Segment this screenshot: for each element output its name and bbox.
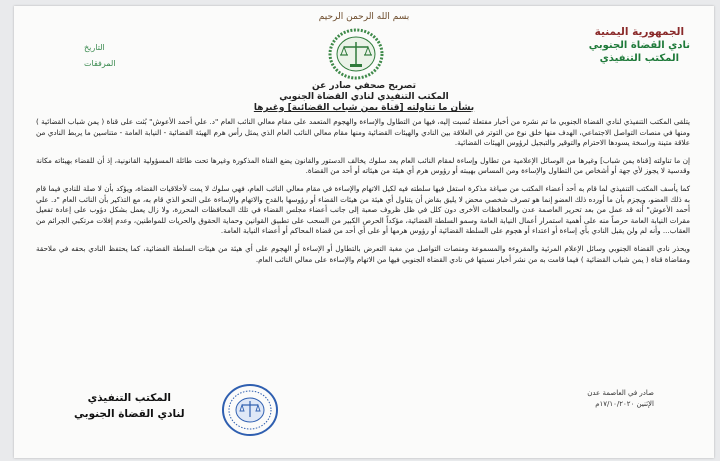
org-office: المكتب التنفيذي bbox=[599, 53, 680, 64]
date-reference-box bbox=[84, 40, 116, 72]
organization-header bbox=[589, 26, 690, 65]
signature-line-1: المكتب التنفيذي bbox=[87, 392, 171, 404]
org-country: الجمهورية اليمنية bbox=[594, 26, 685, 38]
paragraph-1: يتلقى المكتب التنفيذي لنادي القضاة الجنوبي ما تم نشره من أخبار مفتعلة نُسبت إليه، فيها من التطاول والإساءة والهجوم المتعمد على مقام معالي النائب العام "د. علي أحمد الأعوش" بُثت على قناة ( يمن شباب القضائية ) ومنها في منصات التواصل الاجتماعي، الهدف منها خلق نوع من التوتر في العلاقة بين النادي والهيئات القضائية ومنها مقام معالي النائب العام الذي يمثل رأس هرم الهيئة القضائية - النيابة العامة - متناسين ما يربط النادي من علاقة متينة وراسخة يسودها الاحترام والتوقير والتبجيل لرؤوس الهيئات القضائية. bbox=[36, 117, 690, 148]
signature-line-2: لنادي القضاة الجنوبي bbox=[74, 408, 185, 420]
attachments-label: المرفقات bbox=[84, 59, 116, 68]
title-line-3: بشأن ما تناولته [قناة يمن شباب القضائية] وغيرها bbox=[253, 103, 475, 113]
title-line-2: المكتب التنفيذي لنادي القضاة الجنوبي bbox=[279, 92, 449, 102]
statement-body bbox=[36, 117, 690, 272]
paragraph-2: إن ما تناولته [قناة يمن شباب] وغيرها من الوسائل الإعلامية من تطاول وإساءة لمقام النائب العام يعد سلوك يخالف الدستور والقانون يضع القناة المذكورة وغيرها تحت طائلة المسؤولية القانونية، إذ أن للقضاء بهيئاته مكانة وقدسية لا يجوز لأي جهة أو أشخاص من التطاول والإساءة ومن المساس بهيبته أو رؤوس هرم أي هيئة من هيئاته أو أحد من القضاة. bbox=[36, 155, 690, 176]
issued-place-date bbox=[587, 388, 654, 410]
paragraph-4: ويحذر نادي القضاة الجنوبي وسائل الإعلام المرئية والمقروءة والمسموعة ومنصات التواصل من مغبة التعرض بالتطاول أو الإساءة أو الهجوم على أي هيئة من هيئات السلطة القضائية، كما يحتفظ النادي بحقه في ملاحقة ومقاضاة قناة ( يمن شباب القضائية ) فيما قامت به من نشر أخبار نسبتها في نادي القضاة الجنوبي فيها من الاتهام والإساءة على معالي النائب العام. bbox=[36, 243, 690, 264]
date-label: التاريخ bbox=[84, 43, 105, 52]
paragraph-3: كما يأسف المكتب التنفيذي لما قام به أحد أعضاء المكتب من صياغة مذكرة استغل فيها سلطته فيه لكيل الاتهام والإساءة في مقام معالي النائب العام، فهي سلوك لا يمت لأخلاقيات القضاة، ويؤكد بأن لا صلة للنادي فيما قام به ذلك العضو، ويجزم بأن ما أورده ذلك العضو إنما هو تصرف شخصي محض لا يليق بقاض أن يتناول أي هيئة من هيئات القضاء أو رؤوسها بالقدح والاتهام والإساءة على النحو الذي قام به، مع التذكير بأن النائب العام "د. علي أحمد الأعوش" أنه قد عمل من بعد تحرير العاصمة عدن والمحافظات الأخرى دون كلل في ظل ظروف صعبة إلى جانب أعضاء مجلس القضاء في تلك المحافظات المحررة، ولا زال يعمل بشكل دؤوب على إعادة تفعيل مقرات النيابة العامة حرصاً منه على أهمية استمرار أعمال النيابة العامة وسمو السلطة القضائية، مؤكداً الحرص الكبير من السحب على تطبيق القوانين وحماية الحقوق والحريات للمواطنين، وعدم إفلات مرتكبي الجرائم من العقاب... وأنه لم ولن يقبل النادي بأي إساءة أو اعتداء أو هجوم على السلطة القضائية أو رؤوس هرمها أو على أي أحد من قضاة المحاكم أو أعضاء النيابة العامة. bbox=[36, 183, 690, 236]
title-line-1: تصريح صحفي صادر عن bbox=[311, 81, 416, 91]
scales-of-justice-logo-icon bbox=[324, 26, 388, 82]
org-name: نادي القضاة الجنوبي bbox=[588, 40, 690, 51]
club-seal-stamp-icon bbox=[220, 382, 280, 438]
signature-block bbox=[74, 390, 185, 422]
document-page bbox=[14, 6, 714, 458]
issued-date: الإثنين ١٧/١٠/٢٠٢٠م bbox=[595, 400, 654, 408]
basmala: بسم الله الرحمن الرحيم bbox=[318, 12, 410, 22]
statement-title bbox=[14, 81, 714, 114]
issued-place: صادر في العاصمة عدن bbox=[587, 389, 654, 397]
